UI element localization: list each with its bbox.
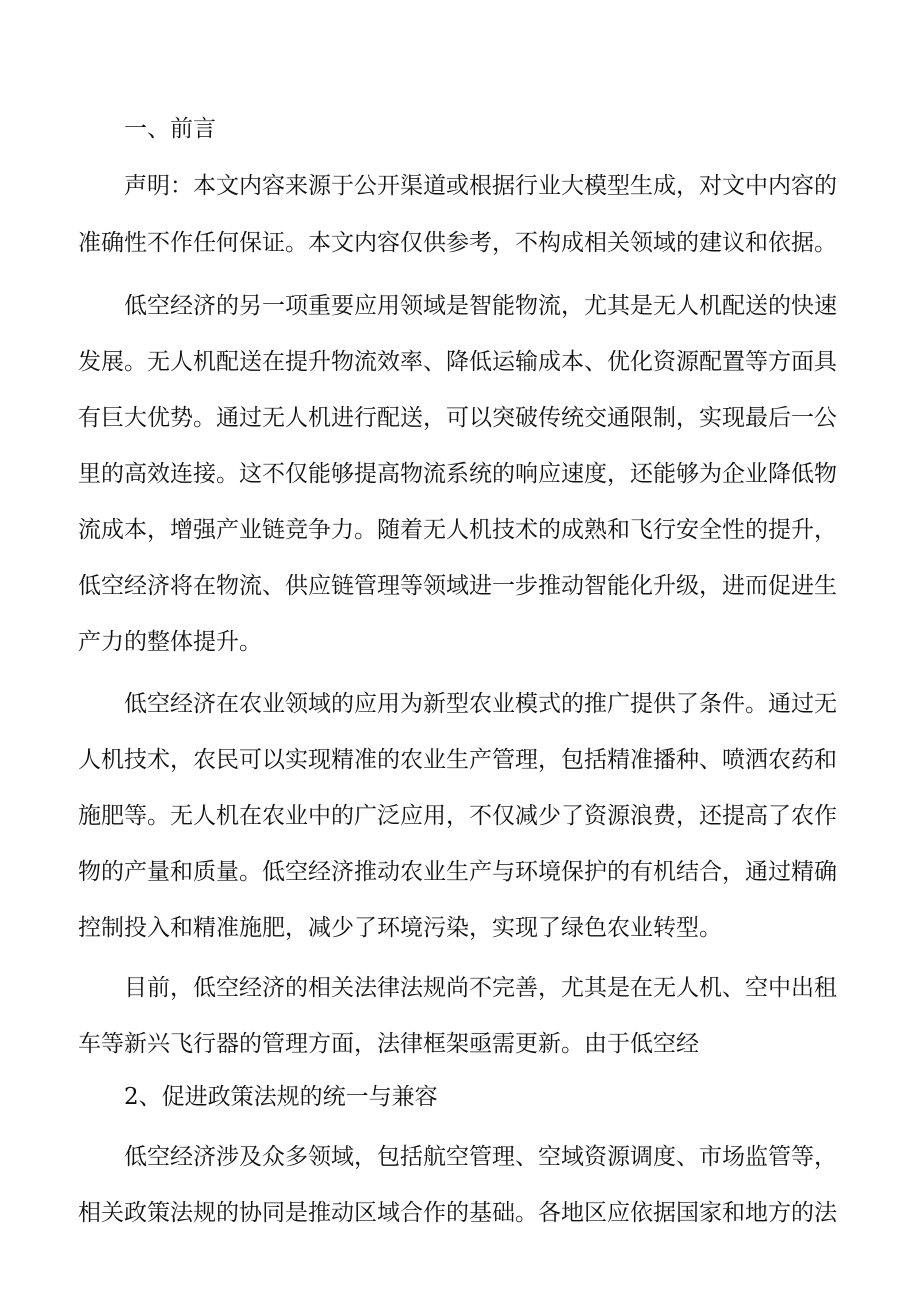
subsection-heading: 2、促进政策法规的统一与兼容 — [124, 1084, 438, 1110]
section-heading: 一、前言 — [124, 116, 216, 142]
logistics-line-7: 产力的整体提升。 — [78, 629, 262, 655]
agriculture-line-2: 人机技术，农民可以实现精准的农业生产管理，包括精准播种、喷洒农药和 — [78, 747, 837, 773]
regulation-line-1: 目前，低空经济的相关法律法规尚不完善，尤其是在无人机、空中出租 — [124, 975, 837, 1001]
policy-line-1: 低空经济涉及众多领域，包括航空管理、空域资源调度、市场监管等， — [124, 1144, 837, 1170]
policy-line-2: 相关政策法规的协同是推动区域合作的基础。各地区应依据国家和地方的法 — [78, 1200, 837, 1226]
notice-line-2: 准确性不作任何保证。本文内容仅供参考，不构成相关领域的建议和依据。 — [78, 230, 837, 256]
agriculture-line-1: 低空经济在农业领域的应用为新型农业模式的推广提供了条件。通过无 — [124, 691, 837, 717]
logistics-line-5: 流成本，增强产业链竞争力。随着无人机技术的成熟和飞行安全性的提升， — [78, 517, 837, 543]
logistics-line-6: 低空经济将在物流、供应链管理等领域进一步推动智能化升级，进而促进生 — [78, 573, 837, 599]
notice-line-1: 声明：本文内容来源于公开渠道或根据行业大模型生成，对文中内容的 — [124, 173, 837, 199]
agriculture-line-3: 施肥等。无人机在农业中的广泛应用，不仅减少了资源浪费，还提高了农作 — [78, 803, 837, 829]
logistics-line-1: 低空经济的另一项重要应用领域是智能物流，尤其是无人机配送的快速 — [124, 293, 837, 319]
agriculture-line-4: 物的产量和质量。低空经济推动农业生产与环境保护的有机结合，通过精确 — [78, 859, 837, 885]
logistics-line-4: 里的高效连接。这不仅能够提高物流系统的响应速度，还能够为企业降低物 — [78, 461, 837, 487]
logistics-line-3: 有巨大优势。通过无人机进行配送，可以突破传统交通限制，实现最后一公 — [78, 405, 837, 431]
agriculture-line-5: 控制投入和精准施肥，减少了环境污染，实现了绿色农业转型。 — [78, 915, 722, 941]
regulation-line-2: 车等新兴飞行器的管理方面，法律框架亟需更新。由于低空经 — [78, 1031, 699, 1057]
logistics-line-2: 发展。无人机配送在提升物流效率、降低运输成本、优化资源配置等方面具 — [78, 349, 837, 375]
